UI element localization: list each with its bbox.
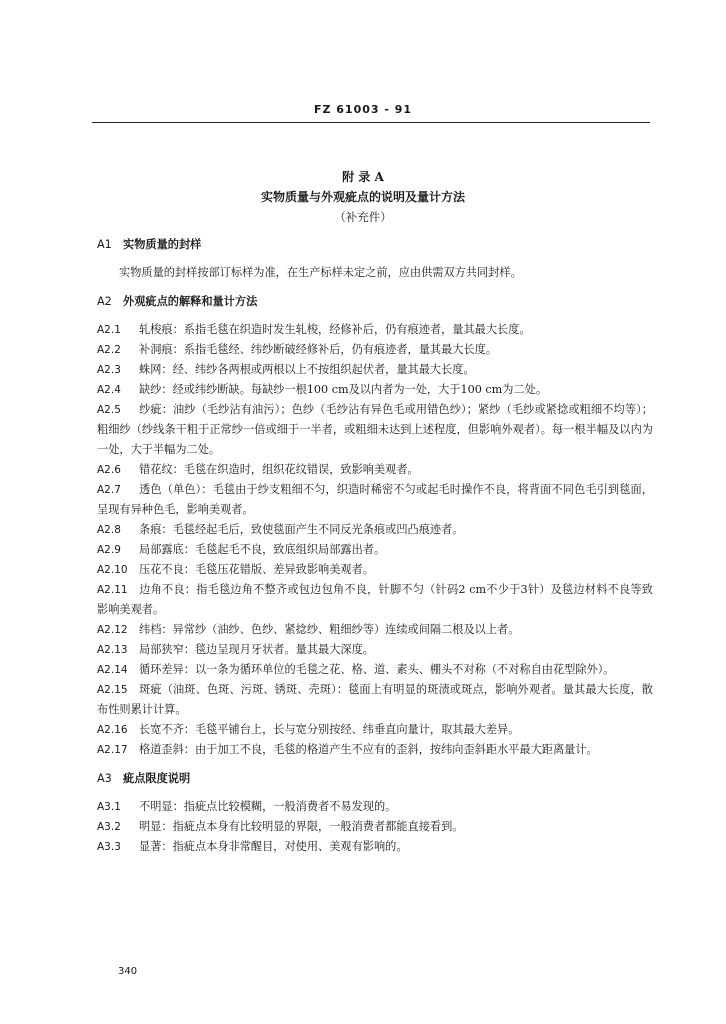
item-number: A3.1	[97, 801, 121, 813]
list-item	[97, 320, 653, 340]
item-text: 透色（单色）：毛毯由于纱支粗细不匀，织造时稀密不匀或起毛时操作不良，将背面不同色毛引到毯面，呈现有异种色毛，影响美观者。	[97, 483, 653, 516]
item-number: A2.8	[97, 524, 121, 536]
item-number: A2.11	[97, 584, 128, 596]
appendix-note: （补充件）	[334, 210, 392, 224]
list-item	[97, 620, 653, 640]
list-item	[97, 817, 653, 837]
list-item	[97, 680, 653, 720]
list-item	[97, 340, 653, 360]
item-text: 缺纱：经或纬纱断缺。每缺纱一根100 cm及以内者为一处，大于100 cm为二处。	[139, 383, 548, 396]
item-text: 补洞痕：系指毛毯经、纬纱断破经修补后，仍有痕迹者，量其最大长度。	[139, 343, 498, 356]
section-number: A2	[97, 295, 112, 308]
item-number: A2.3	[97, 364, 121, 376]
section-title: 外观疵点的解释和量计方法	[123, 294, 258, 308]
item-text: 纱疵：油纱（毛纱沾有油污）；色纱（毛纱沾有异色毛或用错色纱）；紧纱（毛纱或紧捻或粗细不均等）；粗细纱（纱线条干粗于正常纱一倍或细于一半者，或粗细未达到上述程度，但影响外观者）。每一根半幅及以内为一处，大于半幅为二处。	[97, 403, 653, 456]
item-text: 边角不良：指毛毯边角不整齐或包边包角不良，针脚不匀（针码2 cm不少于3针）及毯边材料不良等致影响美观者。	[97, 583, 653, 616]
item-text: 错花纹：毛毯在织造时，组织花纹错误，致影响美观者。	[139, 463, 419, 476]
item-number: A2.14	[97, 664, 128, 676]
section-paragraph-a1: 实物质量的封样按部订标样为准，在生产标样未定之前，应由供需双方共同封样。	[119, 266, 522, 279]
list-item	[97, 400, 653, 460]
item-number: A2.6	[97, 464, 121, 476]
item-text: 斑疵（油斑、色斑、污斑、锈斑、壳斑）：毯面上有明显的斑渍或斑点，影响外观者。量其最大长度，散布性则累计计算。	[97, 683, 653, 716]
item-number: A2.4	[97, 384, 121, 396]
item-number: A2.5	[97, 404, 121, 416]
item-text: 循环差异：以一条为循环单位的毛毯之花、格、道、素头、棚头不对称（不对称自由花型除外）。	[139, 663, 615, 676]
item-text: 格道歪斜：由于加工不良，毛毯的格道产生不应有的歪斜，按纬向歪斜距水平最大距离量计。	[139, 743, 598, 756]
a2-item-list	[97, 320, 653, 760]
section-heading-a1	[97, 234, 653, 255]
list-item	[97, 720, 653, 740]
section-heading-a2	[97, 291, 653, 312]
list-item	[97, 660, 653, 680]
item-text: 压花不良：毛毯压花错版、差异致影响美观者。	[139, 563, 374, 576]
list-item	[97, 380, 653, 400]
item-text: 轧梭痕：系指毛毯在织造时发生轧梭，经修补后，仍有痕迹者，量其最大长度。	[139, 323, 531, 336]
item-number: A2.15	[97, 684, 128, 696]
item-text: 不明显：指疵点比较模糊，一般消费者不易发现的。	[139, 800, 397, 813]
appendix-title-block	[0, 167, 726, 227]
section-title: 实物质量的封样	[123, 237, 202, 251]
list-item	[97, 520, 653, 540]
list-item	[97, 480, 653, 520]
item-number: A2.13	[97, 644, 128, 656]
item-number: A2.17	[97, 744, 128, 756]
list-item	[97, 797, 653, 817]
item-number: A2.16	[97, 724, 128, 736]
appendix-label: 附 录 A	[342, 170, 384, 184]
item-number: A2.10	[97, 564, 128, 576]
item-text: 条痕：毛毯经起毛后，致使毯面产生不同反光条痕或凹凸痕迹者。	[139, 523, 464, 536]
section-number: A3	[97, 772, 112, 785]
item-text: 纬档：异常纱（油纱、色纱、紧捻纱、粗细纱等）连续或间隔二根及以上者。	[139, 623, 520, 636]
list-item	[97, 740, 653, 760]
list-item	[97, 640, 653, 660]
item-number: A2.1	[97, 324, 121, 336]
document-body	[97, 234, 653, 857]
appendix-title: 实物质量与外观疵点的说明及量计方法	[260, 190, 465, 204]
section-title: 疵点限度说明	[123, 771, 191, 785]
item-text: 局部露底：毛毯起毛不良，致底组织局部露出者。	[139, 543, 386, 556]
page-number: 340	[118, 966, 138, 977]
item-number: A2.2	[97, 344, 121, 356]
list-item	[97, 580, 653, 620]
item-number: A3.3	[97, 841, 121, 853]
item-number: A2.12	[97, 624, 128, 636]
list-item	[97, 360, 653, 380]
header-rule	[92, 122, 650, 123]
list-item	[97, 540, 653, 560]
a3-item-list	[97, 797, 653, 857]
item-text: 蛛网：经、纬纱各两根或两根以上不按组织起伏者，量其最大长度。	[139, 363, 475, 376]
list-item	[97, 837, 653, 857]
item-text: 明显：指疵点本身有比较明显的界限，一般消费者都能直接看到。	[139, 820, 464, 833]
item-text: 局部狭窄：毯边呈现月牙状者。量其最大深度。	[139, 643, 374, 656]
section-heading-a3	[97, 768, 653, 789]
standard-code: FZ 61003 - 91	[313, 103, 413, 116]
list-item	[97, 560, 653, 580]
section-number: A1	[97, 238, 112, 251]
item-number: A2.9	[97, 544, 121, 556]
item-text: 显著：指疵点本身非常醒目，对使用、美观有影响的。	[139, 840, 408, 853]
item-text: 长宽不齐：毛毯平铺台上，长与宽分别按经、纬垂直向量计，取其最大差异。	[139, 723, 520, 736]
list-item	[97, 460, 653, 480]
item-number: A2.7	[97, 484, 121, 496]
item-number: A3.2	[97, 821, 121, 833]
